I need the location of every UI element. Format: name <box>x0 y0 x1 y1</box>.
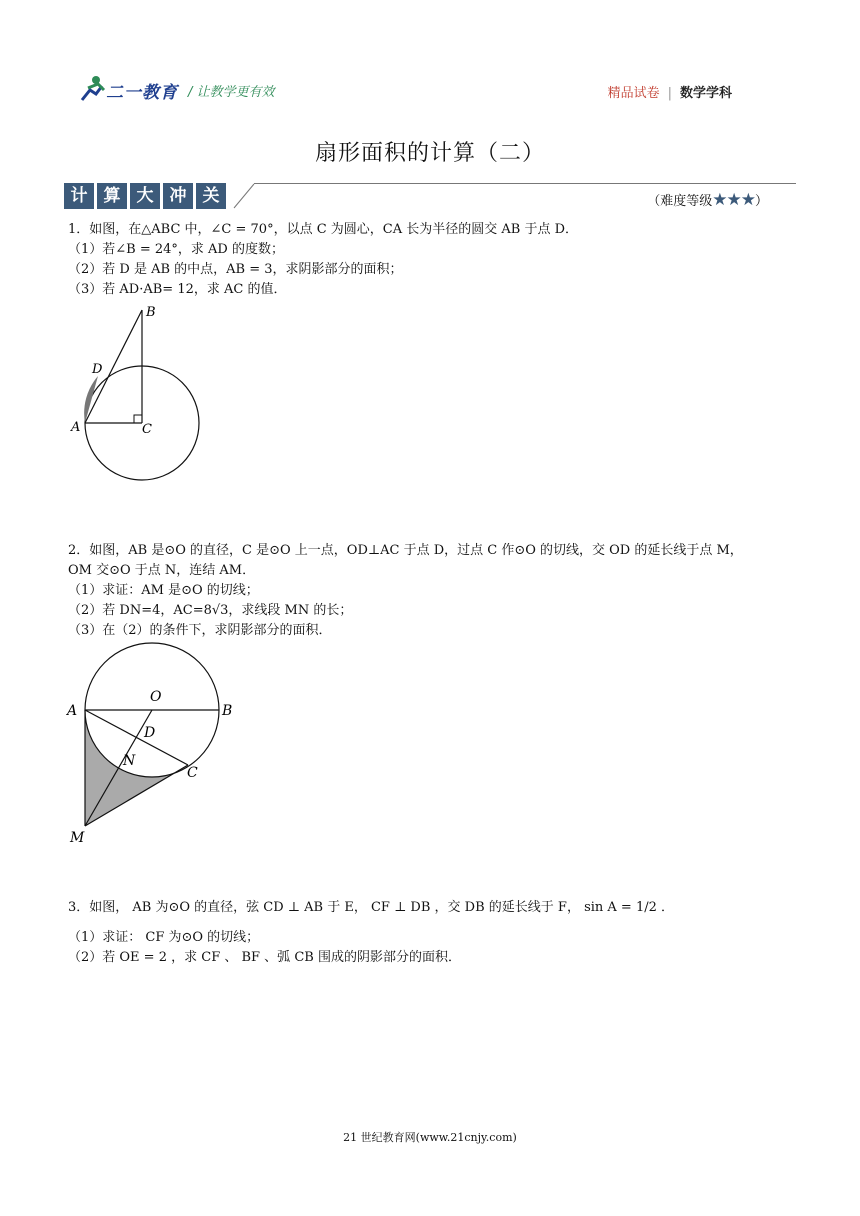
banner-char: 关 <box>196 183 226 209</box>
page-footer: 21 世纪教育网(www.21cnjy.com) <box>343 1131 517 1144</box>
q3-part-1: （1）求证： CF 为⊙O 的切线； <box>68 930 260 945</box>
question-2 <box>68 541 828 641</box>
question-3 <box>68 898 808 918</box>
label-c: C <box>142 422 152 437</box>
question-3-parts <box>68 928 808 968</box>
label-a: A <box>71 420 81 435</box>
q1-part-1: （1）若∠B = 24°，求 AD 的度数； <box>68 242 284 257</box>
difficulty-label: （难度等级 <box>647 194 713 209</box>
q2-diagram <box>64 640 244 850</box>
q2-stem-line-2: OM 交⊙O 于点 N，连结 AM． <box>68 563 256 578</box>
q2-stem-line-1: 2．如图，AB 是⊙O 的直径，C 是⊙O 上一点，OD⊥AC 于点 D，过点 C 作⊙O 的切线，交 OD 的延长线于点 M， <box>68 543 743 558</box>
banner-char: 算 <box>97 183 127 209</box>
q1-part-3: （3）若 AD·AB= 12，求 AC 的值． <box>68 282 287 297</box>
difficulty-rating <box>647 190 768 210</box>
label-n: N <box>123 753 136 769</box>
label-d: D <box>144 725 156 741</box>
label-c: C <box>187 765 198 781</box>
q1-stem: 1．如图，在△ABC 中，∠C = 70°，以点 C 为圆心，CA 长为半径的圆交 AB 于点 D． <box>68 222 579 237</box>
banner-char: 冲 <box>163 183 193 209</box>
brand-slogan: / 让教学更有效 <box>188 85 275 100</box>
label-b: B <box>222 703 233 719</box>
header-subject <box>608 82 732 101</box>
q2-part-3: （3）在（2）的条件下，求阴影部分的面积． <box>68 623 332 638</box>
banner-char: 大 <box>130 183 160 209</box>
q1-diagram <box>64 300 224 485</box>
brand-name: 二一教育 <box>106 83 178 103</box>
label-a: A <box>67 703 78 719</box>
difficulty-end: ） <box>754 194 768 209</box>
label-o: O <box>150 689 162 705</box>
header-tag: 精品试卷 <box>607 86 660 101</box>
runner-logo-icon <box>78 74 106 104</box>
banner-slash-decoration <box>232 183 256 209</box>
q3-part-2: （2）若 OE = 2 ，求 CF 、 BF 、弧 CB 围成的阴影部分的面积． <box>68 950 461 965</box>
q3-stem: 3．如图， AB 为⊙O 的直径，弦 CD ⊥ AB 于 E， CF ⊥ DB ，交 DB 的延长线于 F， sin A = 1/2 ． <box>68 900 675 915</box>
q2-part-1: （1）求证：AM 是⊙O 的切线； <box>68 583 259 598</box>
label-d: D <box>92 362 103 377</box>
label-m: M <box>70 830 85 846</box>
section-banner <box>64 183 229 209</box>
banner-char: 计 <box>64 183 94 209</box>
q1-part-2: （2）若 D 是 AB 的中点，AB = 3，求阴影部分的面积； <box>68 262 403 277</box>
label-b: B <box>146 305 156 320</box>
q2-part-2: （2）若 DN=4，AC=8√3，求线段 MN 的长； <box>68 603 353 618</box>
brand-logo <box>78 74 308 104</box>
star-icon: ★★★ <box>712 190 755 210</box>
page-title: 扇形面积的计算（二） <box>314 141 545 166</box>
question-1 <box>68 220 808 300</box>
header-subject-name: 数学学科 <box>679 86 732 101</box>
banner-divider <box>254 183 796 184</box>
header-separator: | <box>667 86 672 101</box>
